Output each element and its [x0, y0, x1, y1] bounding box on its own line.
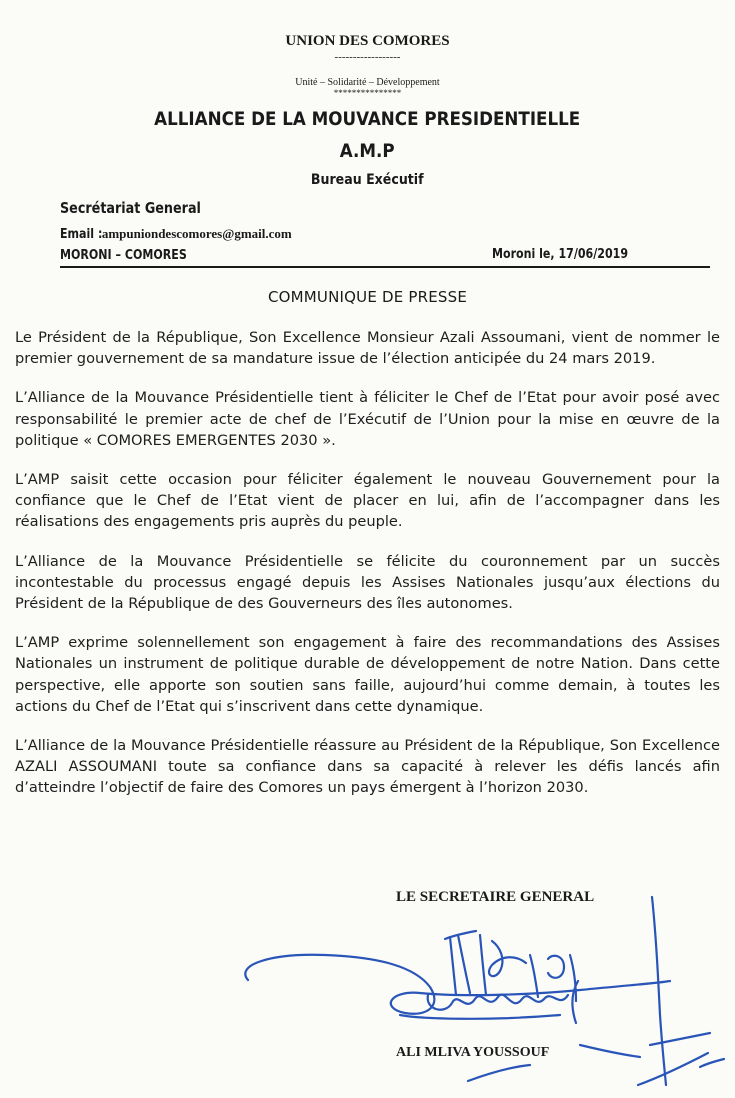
bureau-name: Bureau Exécutif — [310, 172, 424, 188]
department-name: Secrétariat General — [60, 199, 201, 217]
signer-name: ALI MLIVA YOUSSOUF — [396, 1045, 550, 1060]
document-heading: COMMUNIQUE DE PRESSE — [267, 288, 468, 306]
organization-name: ALLIANCE DE LA MOUVANCE PRESIDENTIELLE — [154, 108, 581, 130]
city-country: MORONI – COMORES — [60, 248, 187, 263]
country-name: UNION DES COMORES — [285, 33, 450, 49]
email-address: ampuniondescomores@gmail.com — [101, 226, 292, 241]
paragraph: L’Alliance de la Mouvance Présidentielle réassure au Président de la République, Son Excellence AZALI ASSOUMANI toute sa confiance dans sa capacité à relever les défis lancés afin d’atteindre l’objectif de faire des Comores un pays émergent à l’horizon 2030. — [15, 737, 720, 797]
paragraph: L’Alliance de la Mouvance Présidentielle tient à féliciter le Chef de l’Etat pour avoir posé avec responsabilité le premier acte de chef de l’Exécutif de l’Union pour la mise en œuvre de la politique « COMORES EMERGENTES 2030 ». — [15, 389, 720, 449]
email-label: Email : — [60, 227, 103, 242]
document-date: Moroni le, 17/06/2019 — [492, 247, 629, 262]
email-line — [60, 226, 292, 242]
paragraph: L’Alliance de la Mouvance Présidentielle se félicite du couronnement par un succès incontestable du processus engagé depuis les Assises Nationales jusqu’aux élections du Président de la République de des Gouverneurs des îles autonomes. — [15, 552, 720, 613]
paragraph: Le Président de la République, Son Excellence Monsieur Azali Assoumani, vient de nommer le premier gouvernement de sa mandature issue de l’élection anticipée du 24 mars 2019. — [15, 329, 720, 368]
organization-acronym: A.M.P — [339, 140, 395, 162]
communique-body — [15, 327, 720, 817]
national-motto: Unité – Solidarité – Développement — [295, 77, 440, 88]
handwritten-signature — [230, 895, 735, 1098]
paragraph: L’AMP exprime solennellement son engagement à faire des recommandations des Assises Nationales un instrument de politique durable de développement de notre Nation. Dans cette perspective, elle apporte son soutien sans faille, aujourd’hui comme demain, à toutes les actions du Chef de l’Etat qui s’inscrivent dans cette dynamique. — [15, 634, 720, 715]
paragraph: L’AMP saisit cette occasion pour féliciter également le nouveau Gouvernement pour la confiance que le Chef de l’Etat vient de placer en lui, afin de l’accompagner dans les réalisations des engagements pris auprès du peuple. — [15, 471, 720, 531]
header-rule — [60, 266, 710, 268]
signer-title: LE SECRETAIRE GENERAL — [396, 889, 595, 905]
motto-stars: *************** — [333, 88, 402, 98]
header-divider: ------------------ — [334, 51, 401, 63]
